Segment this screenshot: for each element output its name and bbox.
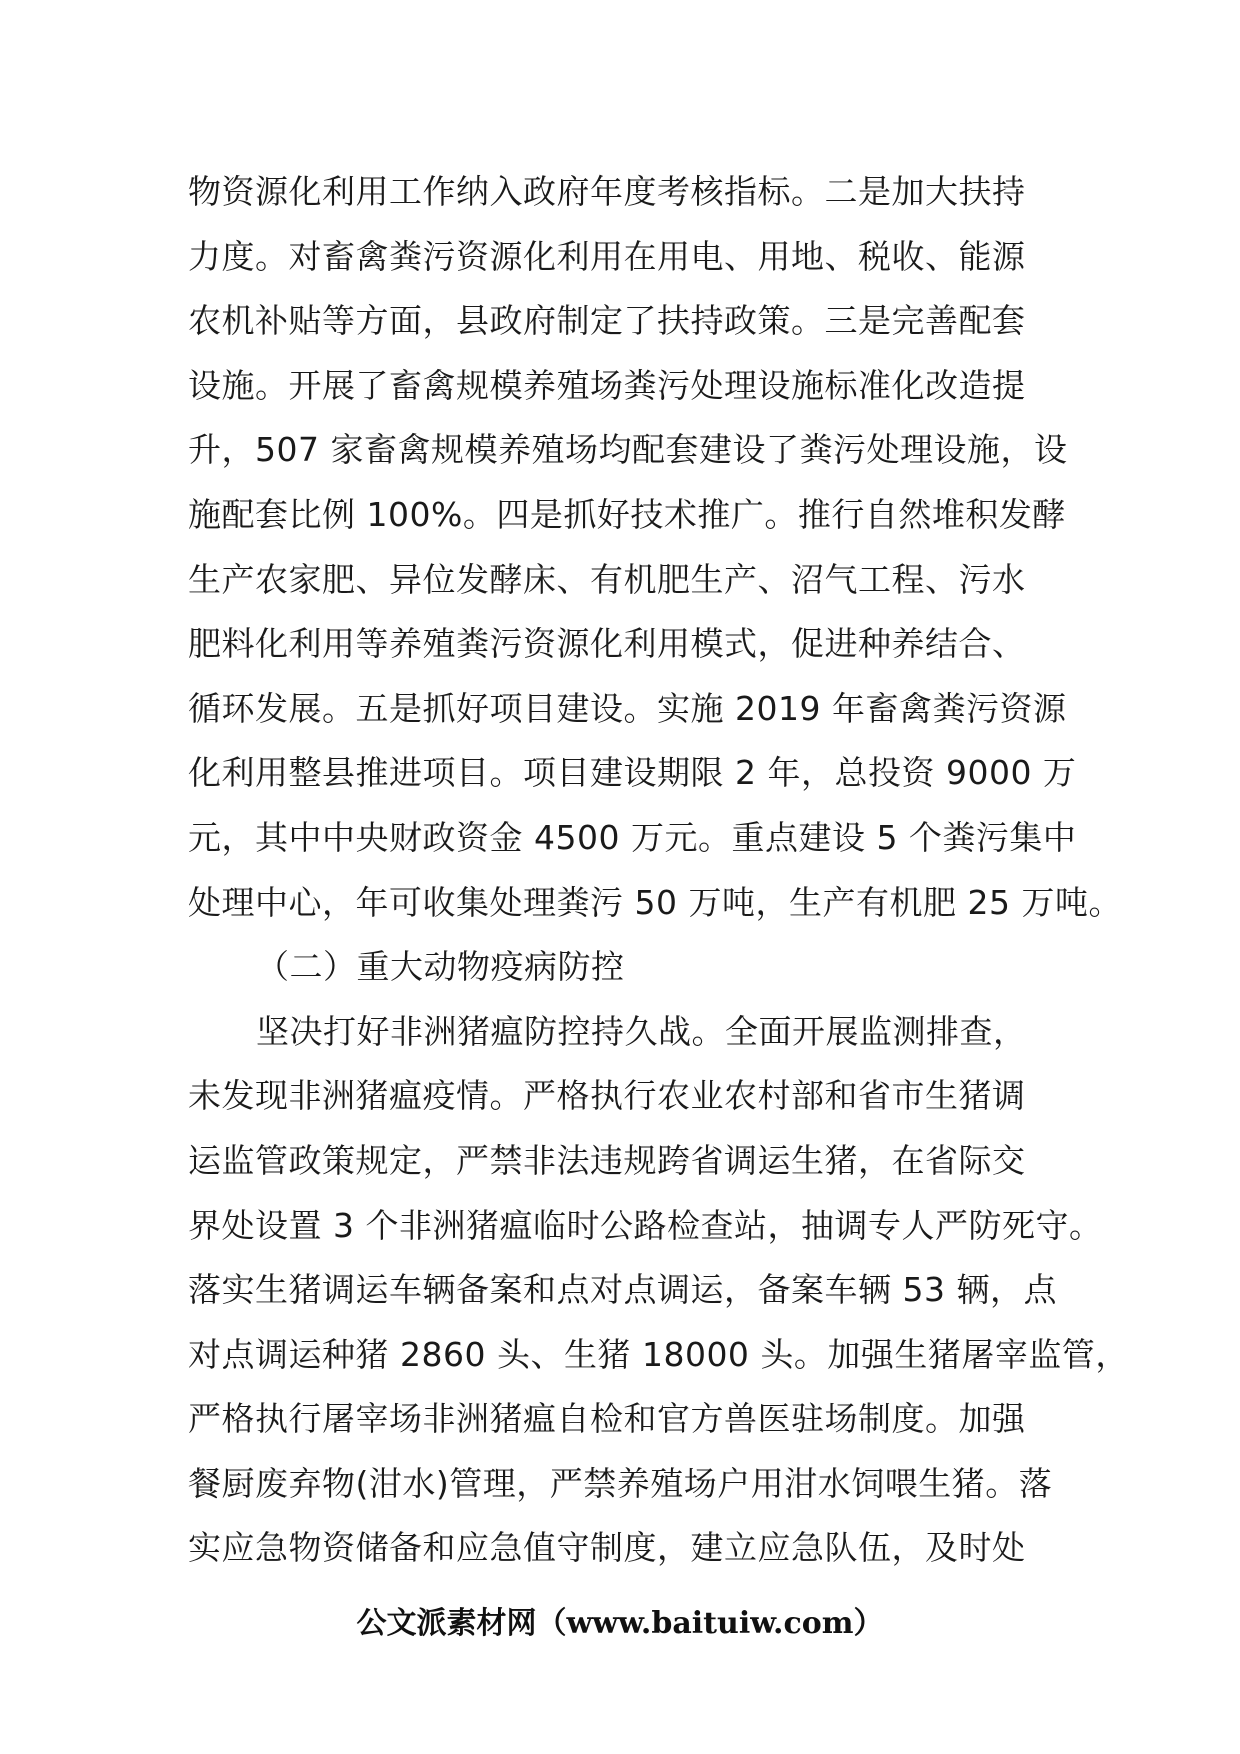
body-line: 物资源化利用工作纳入政府年度考核指标。二是加大扶持	[188, 172, 1026, 211]
body-line: 严格执行屠宰场非洲猪瘟自检和官方兽医驻场制度。加强	[188, 1399, 1026, 1439]
body-line: 循环发展。五是抓好项目建设。实施 2019 年畜禽粪污资源	[188, 688, 1067, 728]
body-line: 施配套比例 100%。四是抓好技术推广。推行自然堆积发酵	[188, 494, 1066, 534]
body-line: 设施。开展了畜禽规模养殖场粪污处理设施标准化改造提	[188, 365, 1026, 405]
body-line: 升，507 家畜禽规模养殖场均配套建设了粪污处理设施，设	[188, 430, 1068, 470]
body-line: 落实生猪调运车辆备案和点对点调运，备案车辆 53 辆，点	[188, 1270, 1057, 1310]
body-line: 界处设置 3 个非洲猪瘟临时公路检查站，抽调专人严防死守。	[188, 1205, 1103, 1245]
body-line: 对点调运种猪 2860 头、生猪 18000 头。加强生猪屠宰监管，	[188, 1334, 1129, 1374]
body-line: 餐厨废弃物(泔水)管理，严禁养殖场户用泔水饲喂生猪。落	[188, 1463, 1053, 1503]
document-body	[188, 160, 1129, 1581]
body-line: 元，其中中央财政资金 4500 万元。重点建设 5 个粪污集中	[188, 817, 1077, 857]
body-line: 生产农家肥、异位发酵床、有机肥生产、沼气工程、污水	[188, 559, 1026, 599]
body-line: 实应急物资储备和应急值守制度，建立应急队伍，及时处	[188, 1528, 1026, 1568]
body-line: 坚决打好非洲猪瘟防控持久战。全面开展监测排查，	[256, 1011, 1027, 1051]
body-line: 处理中心，年可收集处理粪污 50 万吨，生产有机肥 25 万吨。	[188, 882, 1122, 922]
body-line: 未发现非洲猪瘟疫情。严格执行农业农村部和省市生猪调	[188, 1076, 1026, 1116]
body-line: 运监管政策规定，严禁非法违规跨省调运生猪，在省际交	[188, 1140, 1026, 1180]
footer-watermark: 公文派素材网（www.baituiw.com）	[356, 1606, 884, 1641]
body-line: 农机补贴等方面，县政府制定了扶持政策。三是完善配套	[188, 301, 1026, 341]
body-line: 力度。对畜禽粪污资源化利用在用电、用地、税收、能源	[188, 236, 1026, 276]
body-line: 肥料化利用等养殖粪污资源化利用模式，促进种养结合、	[188, 624, 1026, 664]
section-heading: （二）重大动物疫病防控	[256, 947, 625, 987]
body-line: 化利用整县推进项目。项目建设期限 2 年，总投资 9000 万	[188, 753, 1077, 793]
